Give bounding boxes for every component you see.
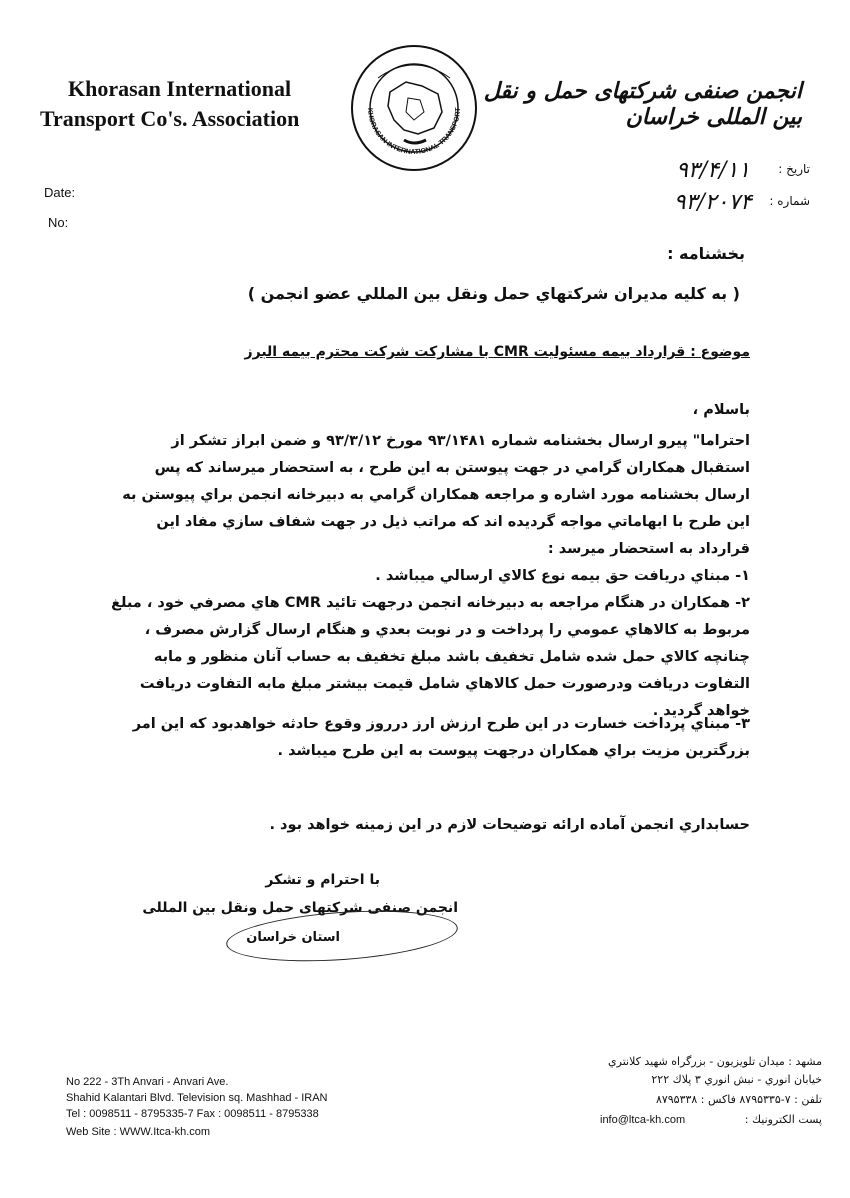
footer-email[interactable]: info@ltca-kh.com [600, 1114, 686, 1126]
handwritten-date: ۹۳/۴/۱۱ [676, 158, 750, 183]
footer-address-line2: Shahid Kalantari Blvd. Television sq. Mashhad - IRAN [66, 1092, 328, 1104]
footer-fa-address-line2: خيابان انوري - نبش انوري ۳ پلاك ۲۲۲ [651, 1073, 822, 1086]
footer-fa-address-line1: مشهد : ميدان تلويزيون - بزرگراه شهيد كلانتري [608, 1055, 822, 1068]
number-label: No: [48, 215, 69, 230]
list-item-3: ۳- مبناي پرداخت خسارت در اين طرح ارزش ارز درروز وقوع حادثه خواهدبود كه اين امر بزرگترين مزيت براي همكاران درجهت پيوست به اين طرح ميباشد . [132, 716, 750, 759]
persian-number-label: شماره : [769, 194, 810, 208]
signature-province: استان خراسان [246, 930, 340, 945]
handwritten-number: ۹۳/۲۰۷۴ [673, 190, 752, 215]
signature-org: انجمن صنفی شرکتهای حمل ونقل بین المللی [142, 900, 458, 916]
list-item-2: ۲- همكاران در هنگام مراجعه به دبيرخانه انجمن درجهت تائيد CMR هاي مصرفي خود ، مبلغ مربوط به كالاهاي عمومي را پرداخت و در نوبت بعدي و هنگام ارسال گزارش مصرف ، چنانچه كالاي حمل شده شامل تخفيف باشد مبلغ تخفيف به حساب آنان منظور و مابه التفاوت دريافت ودرصورت حمل كالاهاي شامل قيمت بيشتر مبلغ مابه التفاوت دريافت خواهد گرديد . [111, 595, 750, 719]
org-name-english-line1: Khorasan International [68, 76, 292, 101]
footer-address-line1: No 222 - 3Th Anvari - Anvari Ave. [66, 1076, 229, 1088]
association-seal-logo [348, 42, 480, 174]
footer-website[interactable]: Web Site : WWW.Itca-kh.com [66, 1126, 211, 1138]
recipients-line: ( به كليه مديران شركتهاي حمل ونقل بين المللي عضو انجمن ) [247, 284, 740, 303]
footer-tel-fax: Tel : 0098511 - 8795335-7 Fax : 0098511 - 8795338 [66, 1108, 319, 1120]
persian-date-label: تاریخ : [778, 162, 810, 176]
list-item-1: ۱- مبناي دريافت حق بيمه نوع كالاي ارسالي ميباشد . [375, 568, 750, 584]
subject-line: موضوع : قرارداد بيمه مسئوليت CMR با مشاركت شركت محترم بيمه البرز [244, 344, 750, 360]
regards-line: با احترام و تشكر [265, 872, 380, 888]
closing-note: حسابداري انجمن آماده ارائه توضيحات لازم در اين زمينه خواهد بود . [269, 817, 750, 833]
org-name-persian: انجمن صنفی شرکتهای حمل و نقل بین المللی خراسان [483, 78, 802, 130]
greeting: باسلام ، [692, 402, 750, 418]
paragraph-intro: احتراما" پيرو ارسال بخشنامه شماره ۹۳/۱۴۸۱ مورخ ۹۳/۳/۱۲ و ضمن ابراز تشكر از استقبال همكاران گرامي در جهت پيوستن به اين طرح ، به استحضار ميرساند كه پس ارسال بخشنامه مورد اشاره و مراجعه همكاران گرامي به دبيرخانه انجمن براي پيوستن به اين طرح با ابهاماتي مواجه گرديده اند كه مراتب ذيل در جهت شفاف سازي مفاد اين قرارداد به استحضار ميرسد : [122, 433, 750, 557]
footer-fa-tel-fax: تلفن : ۷-۸۷۹۵۳۳۵ فاكس : ۸۷۹۵۳۳۸ [655, 1093, 822, 1106]
date-label: Date: [44, 185, 76, 200]
org-name-english-line2: Transport Co's. Association [40, 106, 300, 131]
org-name-english [40, 74, 330, 134]
seal-english-text: KHORASAN INTERNATIONAL TRANSPORT [365, 107, 463, 157]
footer-fa-email-label: پست الكترونيك : [744, 1113, 822, 1126]
circular-title: بخشنامه : [667, 244, 745, 263]
